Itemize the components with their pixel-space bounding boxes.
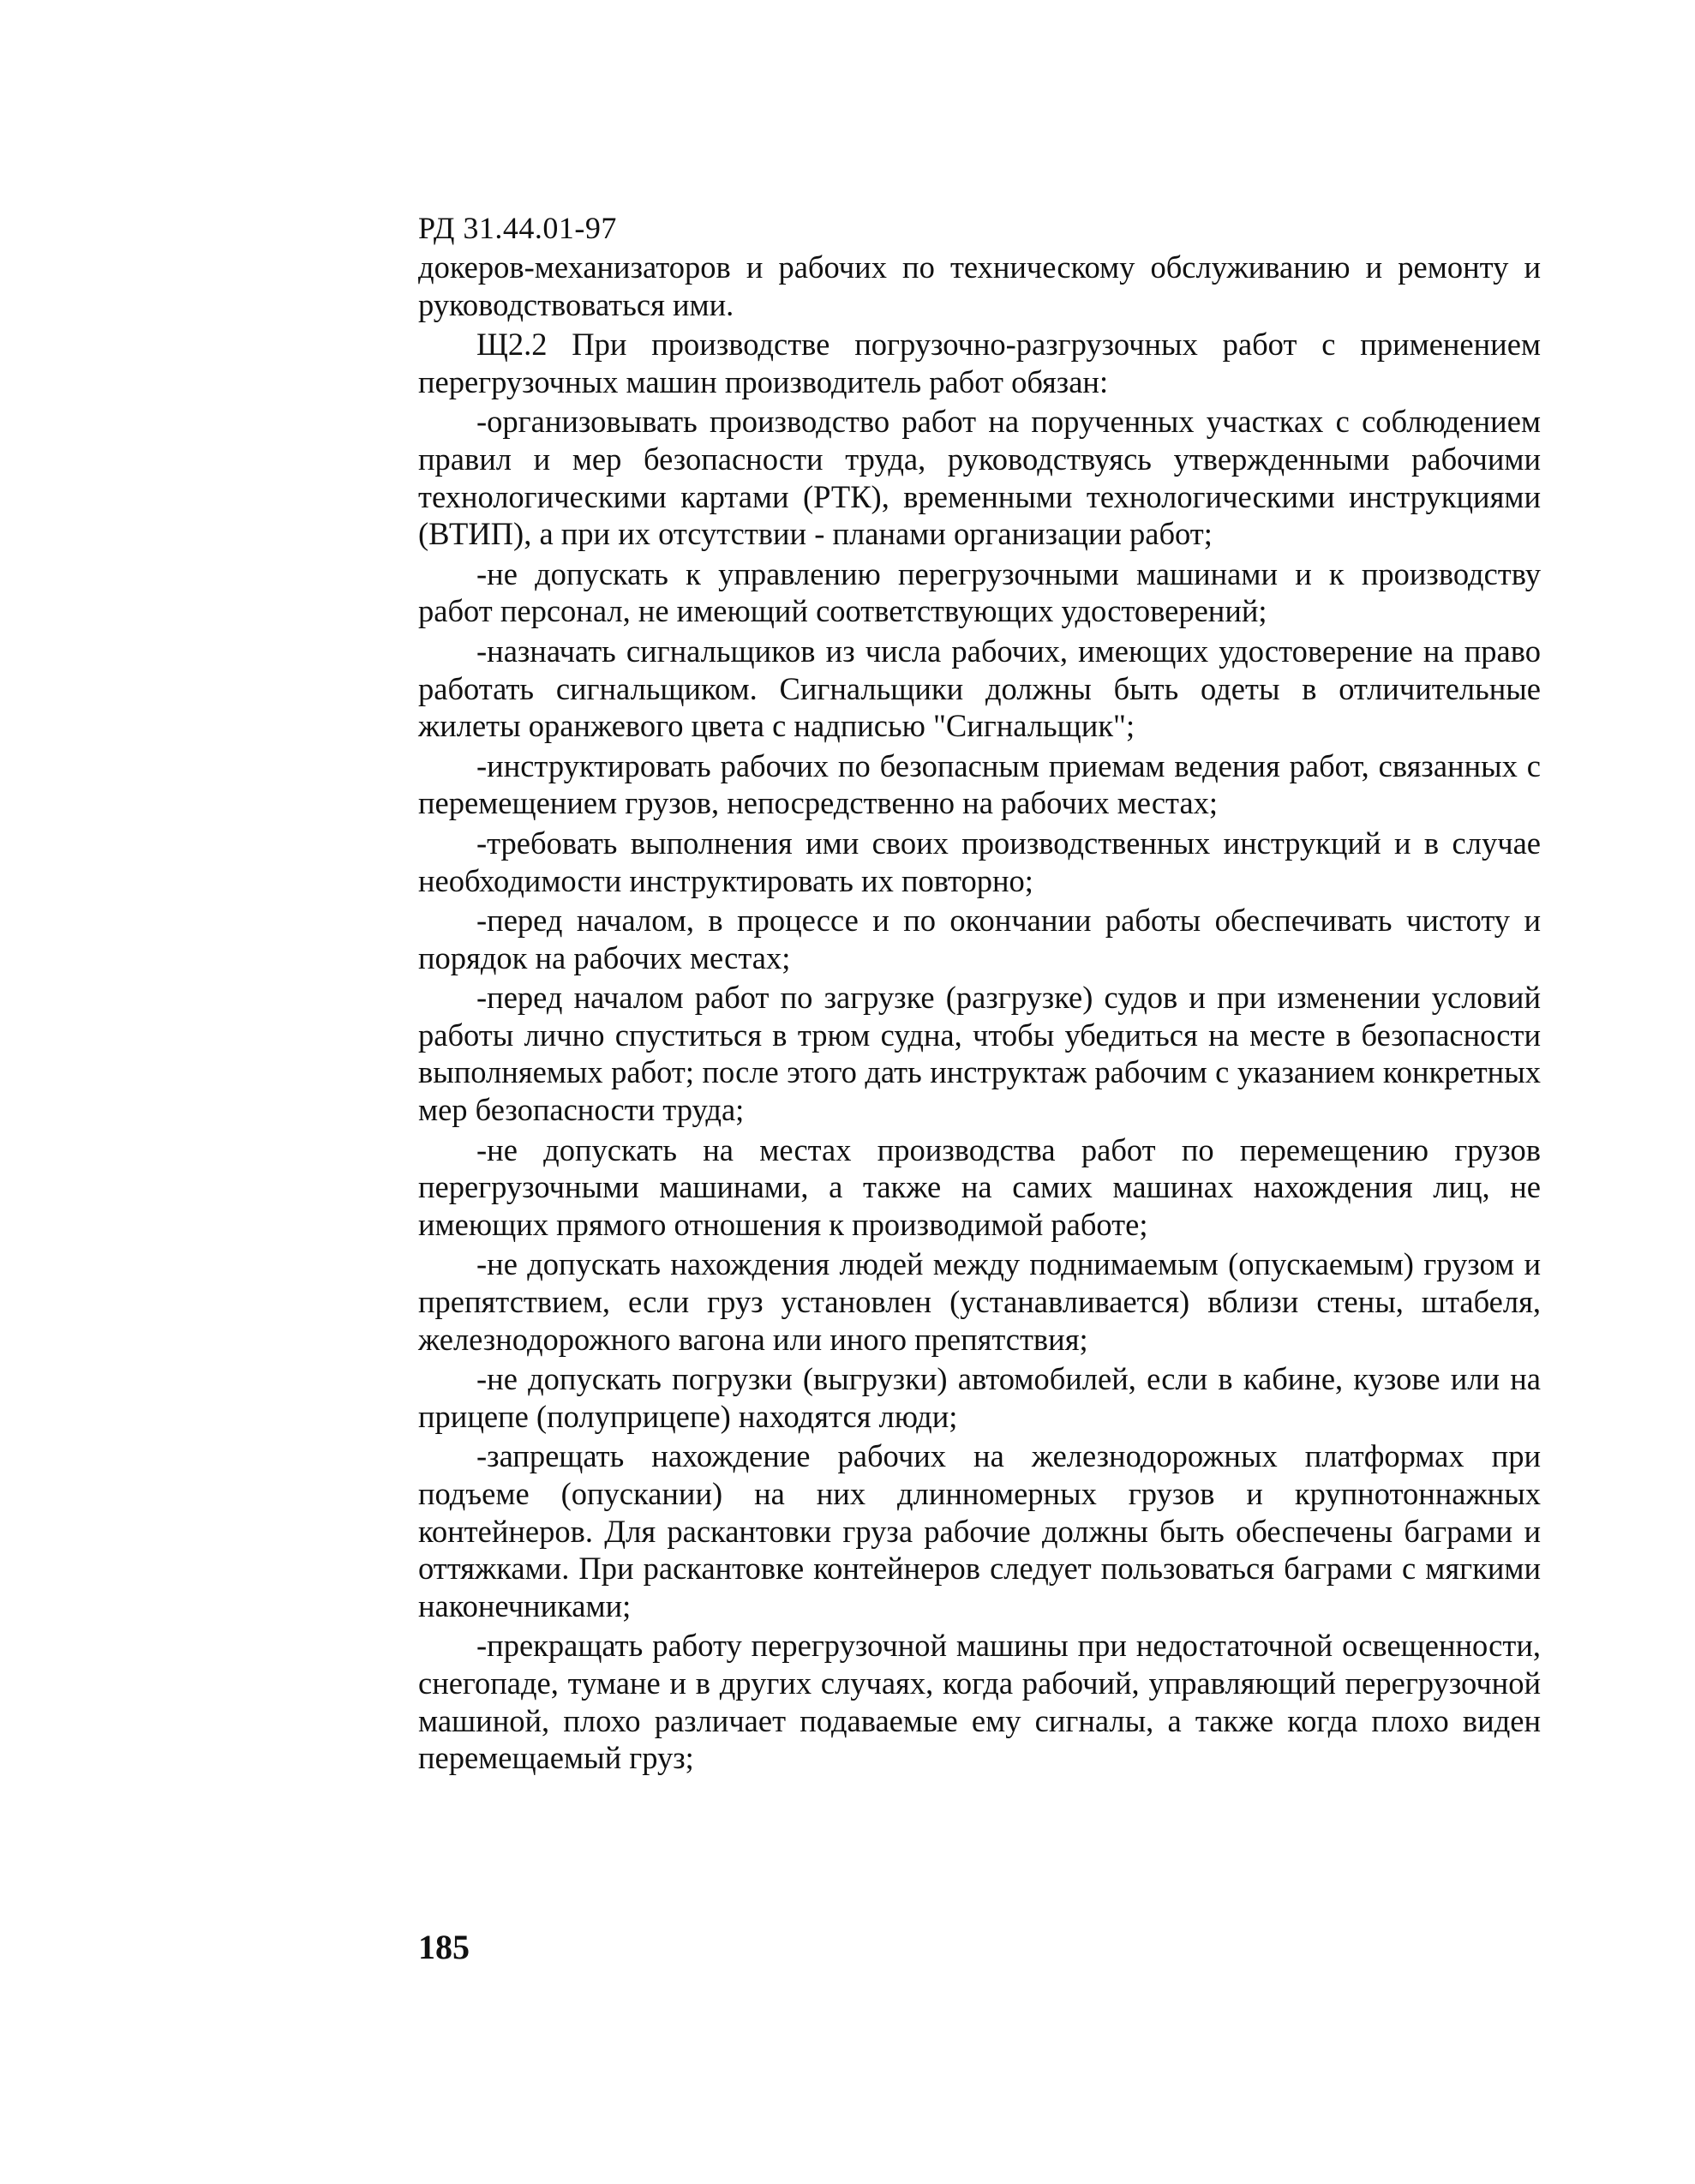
paragraph: -организовывать производство работ на порученных участках с соблюдением правил и мер безопасности труда, руководствуясь утвержденными рабочими технологическими картами (РТК), временными технологическими инструкциями (ВТИП), а при их отсутствии - планами организации работ;	[418, 404, 1541, 552]
paragraph: Щ2.2 При производстве погрузочно-разгрузочных работ с применением перегрузочных машин производитель работ обязан:	[418, 327, 1541, 399]
paragraph: докеров-механизаторов и рабочих по техническому обслуживанию и ремонту и руководствоваться ими.	[418, 249, 1541, 322]
paragraph: -прекращать работу перегрузочной машины при недостаточной освещенности, снегопаде, тумане и в других случаях, когда рабочий, управляющий перегрузочной машиной, плохо различает подаваемые ему сигналы, а также когда плохо виден перемещаемый груз;	[418, 1628, 1541, 1776]
document-header: РД 31.44.01-97	[418, 211, 617, 245]
paragraph: -назначать сигнальщиков из числа рабочих, имеющих удостоверение на право работать сигнальщиком. Сигнальщики должны быть одеты в отличительные жилеты оранжевого цвета с надписью "Сигнальщик";	[418, 633, 1541, 744]
paragraph: -перед началом, в процессе и по окончании работы обеспечивать чистоту и порядок на рабочих местах;	[418, 903, 1541, 975]
paragraph: -не допускать к управлению перегрузочными машинами и к производству работ персонал, не имеющий соответствующих удостоверений;	[418, 555, 1541, 629]
paragraph: -не допускать погрузки (выгрузки) автомобилей, если в кабине, кузове или на прицепе (полуприцепе) находятся люди;	[418, 1361, 1541, 1434]
page-number: 185	[418, 1928, 470, 1966]
document-body	[418, 249, 1541, 1779]
paragraph: -требовать выполнения ими своих производственных инструкций и в случае необходимости инструктировать их повторно;	[418, 825, 1541, 898]
paragraph: -не допускать нахождения людей между поднимаемым (опускаемым) грузом и препятствием, если груз установлен (устанавливается) вблизи стены, штабеля, железнодорожного вагона или иного препятствия;	[418, 1246, 1541, 1357]
paragraph: -инструктировать рабочих по безопасным приемам ведения работ, связанных с перемещением грузов, непосредственно на рабочих местах;	[418, 747, 1541, 821]
paragraph: -запрещать нахождение рабочих на железнодорожных платформах при подъеме (опускании) на них длинномерных грузов и крупнотоннажных контейнеров. Для раскантовки груза рабочие должны быть обеспечены баграми и оттяжками. При раскантовке контейнеров следует пользоваться баграми с мягкими наконечниками;	[418, 1438, 1541, 1623]
paragraph: -не допускать на местах производства работ по перемещению грузов перегрузочными машинами, а также на самих машинах нахождения лиц, не имеющих прямого отношения к производимой работе;	[418, 1131, 1541, 1242]
paragraph: -перед началом работ по загрузке (разгрузке) судов и при изменении условий работы лично спуститься в трюм судна, чтобы убедиться на месте в безопасности выполняемых работ; после этого дать инструктаж рабочим с указанием конкретных мер безопасности труда;	[418, 980, 1541, 1128]
